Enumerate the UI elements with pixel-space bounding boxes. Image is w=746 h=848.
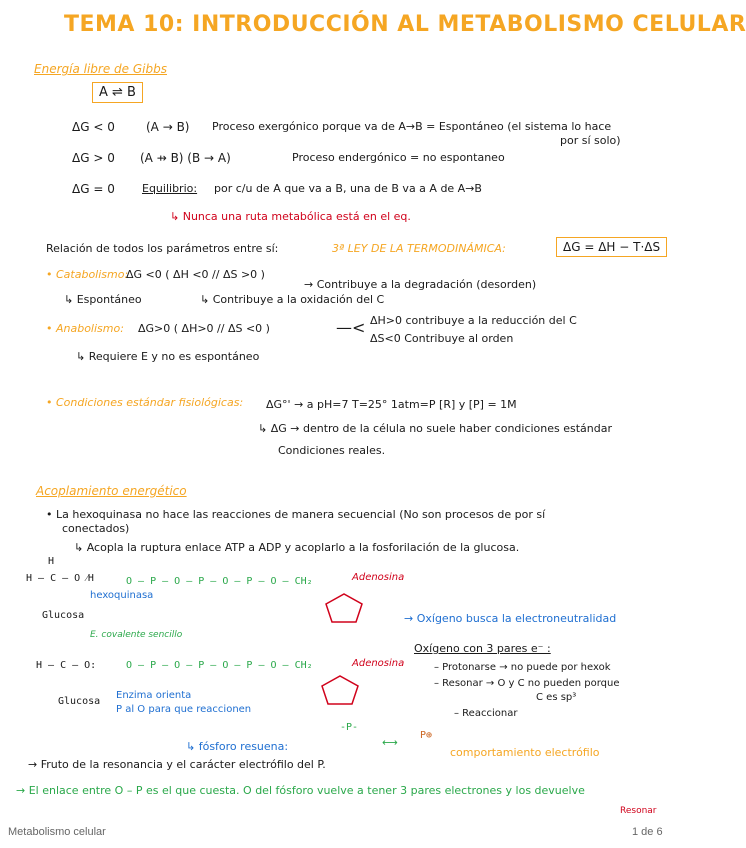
mol1-enzyme: hexoquinasa [90,590,154,601]
dg-negative: ΔG < 0 [72,120,115,134]
mol2-ribose-ring [316,672,364,708]
dg-negative-desc-cont: por sí solo) [560,134,621,147]
anabolism-requires: ↳ Requiere E y no es espontáneo [76,350,260,363]
equilibrium-label: Equilibrio: [142,182,198,195]
catabolism-spontaneous: ↳ Espontáneo [64,293,142,306]
standard-line3: Condiciones reales. [278,444,386,457]
anabolism-ds: ΔS<0 Contribuye al orden [370,332,514,345]
bottom-line2: → El enlace entre O – P es el que cuesta. O del fósforo vuelve a tener 3 pares electrones y los devuelve [16,784,585,797]
oxygen-note: → Oxígeno busca la electroneutralidad [404,612,617,625]
equilibrium-note: ↳ Nunca una ruta metabólica está en el eq. [170,210,411,223]
mol1-ribose-ring [320,590,368,626]
dg-positive-reaction: (A ⇸ B) (B → A) [140,151,231,165]
anabolism-expr: ΔG>0 ( ΔH>0 // ΔS <0 ) [138,322,270,335]
mol2-enzyme: Enzima orienta [116,690,192,701]
anabolism-dh: ΔH>0 contribuye a la reducción del C [370,314,577,327]
mol1-row: H — C — O ⁄H [26,573,94,584]
mol2-row: H — C — O: [36,660,97,671]
coupling-line2: ↳ Acopla la ruptura enlace ATP a ADP y acoplarlo a la fosforilación de la glucosa. [74,541,520,554]
mol2-phosphate-chain: O — P — O — P — O — P — O — CH₂ [126,660,313,671]
standard-line1: ΔG°' → a pH=7 T=25° 1atm=P [R] y [P] = 1M [266,398,517,411]
anabolism-label: • Anabolismo: [46,322,124,335]
standard-label: • Condiciones estándar fisiológicas: [46,396,244,409]
mol2-glucose: Glucosa [58,696,101,707]
oxygen-pairs: Oxígeno con 3 pares e⁻ : [414,642,551,655]
mol1-phosphate-chain: O — P — O — P — O — P — O — CH₂ [126,576,313,587]
dg-positive: ΔG > 0 [72,151,115,165]
bottom-line1: → Fruto de la resonancia y el carácter electrófilo del P. [28,758,326,771]
coupling-heading: Acoplamiento energético [36,484,187,498]
catabolism-label: • Catabolismo: [46,268,129,281]
option-react: – Reaccionar [454,708,518,719]
mol2-enzyme-cont: P al O para que reaccionen [116,704,252,715]
electrophile-behavior: comportamiento electrófilo [450,746,600,759]
coupling-line1b: conectados) [62,522,130,535]
mol2-adenosina: Adenosina [352,658,405,669]
gibbs-equation: A ⇌ B [92,82,143,103]
gibbs-heading: Energía libre de Gibbs [34,62,167,76]
bottom-line2-note: Resonar [620,806,657,816]
mol1-h: H [48,556,55,567]
mol1-adenosina: Adenosina [352,572,405,583]
option-resonate-cont: C es sp³ [536,692,577,703]
option-resonate: – Resonar → O y C no pueden porque [434,678,620,689]
footer-document-name: Metabolismo celular [8,826,106,838]
resonance-arrow: ⟷ [382,736,398,749]
dg-positive-desc: Proceso endergónico = no espontaneo [292,151,505,164]
phosphorus-structure-2: P⊕ [420,730,433,741]
dg-zero: ΔG = 0 [72,182,115,196]
catabolism-arrow: → Contribuye a la degradación (desorden) [304,278,537,291]
dg-negative-desc: Proceso exergónico porque va de A→B = Espontáneo (el sistema lo hace [212,120,612,133]
footer-page-count: 1 de 6 [632,826,663,838]
phosphorus-structure-1: -P- [340,722,359,733]
third-law: 3ª LEY DE LA TERMODINÁMICA: [332,242,506,255]
relation-text: Relación de todos los parámetros entre sí: [46,242,279,255]
coupling-line1: • La hexoquinasa no hace las reacciones de manera secuencial (No son procesos de por sí [46,508,546,521]
mol1-glucose: Glucosa [42,610,85,621]
phosphorus-resonance: ↳ fósforo resuena: [186,740,289,753]
catabolism-expr: ΔG <0 ( ΔH <0 // ΔS >0 ) [126,268,265,281]
page-title: TEMA 10: INTRODUCCIÓN AL METABOLISMO CELULAR [64,12,746,37]
gibbs-formula: ΔG = ΔH − T·ΔS [556,237,667,257]
catabolism-oxidation: ↳ Contribuye a la oxidación del C [200,293,385,306]
option-protonate: – Protonarse → no puede por hexok [434,662,611,673]
mol2-e-label: E. covalente sencillo [90,630,183,640]
dg-negative-reaction: (A → B) [146,120,190,134]
anabolism-brace: —< [336,318,366,337]
equilibrium-desc: por c/u de A que va a B, una de B va a A de A→B [214,182,482,195]
standard-line2: ↳ ΔG → dentro de la célula no suele haber condiciones estándar [258,422,613,435]
